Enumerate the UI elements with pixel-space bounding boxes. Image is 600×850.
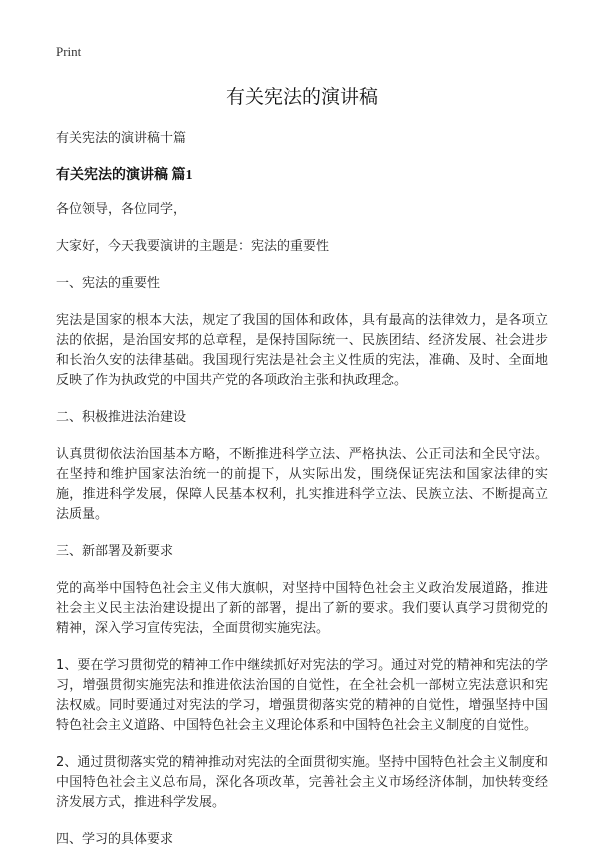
document-subtitle: 有关宪法的演讲稿十篇 <box>56 131 187 146</box>
intro-paragraph: 大家好，今天我要演讲的主题是：宪法的重要性 <box>56 239 330 254</box>
document-title: 有关宪法的演讲稿 <box>225 86 378 108</box>
section-heading-4: 四、学习的具体要求 <box>56 832 174 847</box>
greeting-paragraph: 各位领导，各位同学， <box>56 202 187 217</box>
section-heading-3: 三、新部署及新要求 <box>56 544 174 559</box>
section-heading-1: 一、宪法的重要性 <box>56 276 161 291</box>
article-heading: 有关宪法的演讲稿 篇1 <box>56 168 193 183</box>
section-heading-2: 二、积极推进法治建设 <box>56 410 187 425</box>
section-3-item-1: 1、要在学习贯彻党的精神工作中继续抓好对宪法的学习。通过对党的精神和宪法的学习，增强贯彻实施宪法和推进依法治国的自觉性，在全社会机一部树立宪法意识和宪法权威。同时要通过对宪法的学习，增强贯彻落实党的精神的自觉性，增强坚持中国特色社会主义道路、中国特色社会主义理论体系和中国特色社会主义制度的自觉性。 <box>56 658 548 733</box>
section-1-paragraph: 宪法是国家的根本大法，规定了我国的国体和政体，具有最高的法律效力，是各项立法的依据，是治国安邦的总章程，是保持国际统一、民族团结、经济发展、社会进步和长治久安的法律基础。我国现行宪法是社会主义性质的宪法，准确、及时、全面地反映了作为执政党的中国共产党的各项政治主张和执政理念。 <box>56 313 548 388</box>
section-3-paragraph: 党的高举中国特色社会主义伟大旗帜，对坚持中国特色社会主义政治发展道路，推进社会主义民主法治建设提出了新的部署，提出了新的要求。我们要认真学习贯彻党的精神，深入学习宣传宪法，全面贯彻实施宪法。 <box>56 581 548 636</box>
print-label: Print <box>56 44 82 59</box>
section-2-paragraph: 认真贯彻依法治国基本方略，不断推进科学立法、严格执法、公正司法和全民守法。在坚持和维护国家法治统一的前提下，从实际出发，围绕保证宪法和国家法律的实施，推进科学发展，保障人民基本权利，扎实推进科学立法、民族立法、不断提高立法质量。 <box>56 447 548 522</box>
section-3-item-2: 2、通过贯彻落实党的精神推动对宪法的全面贯彻实施。坚持中国特色社会主义制度和中国特色社会主义总布局，深化各项改革，完善社会主义市场经济体制，加快转变经济发展方式，推进科学发展。 <box>56 755 548 810</box>
